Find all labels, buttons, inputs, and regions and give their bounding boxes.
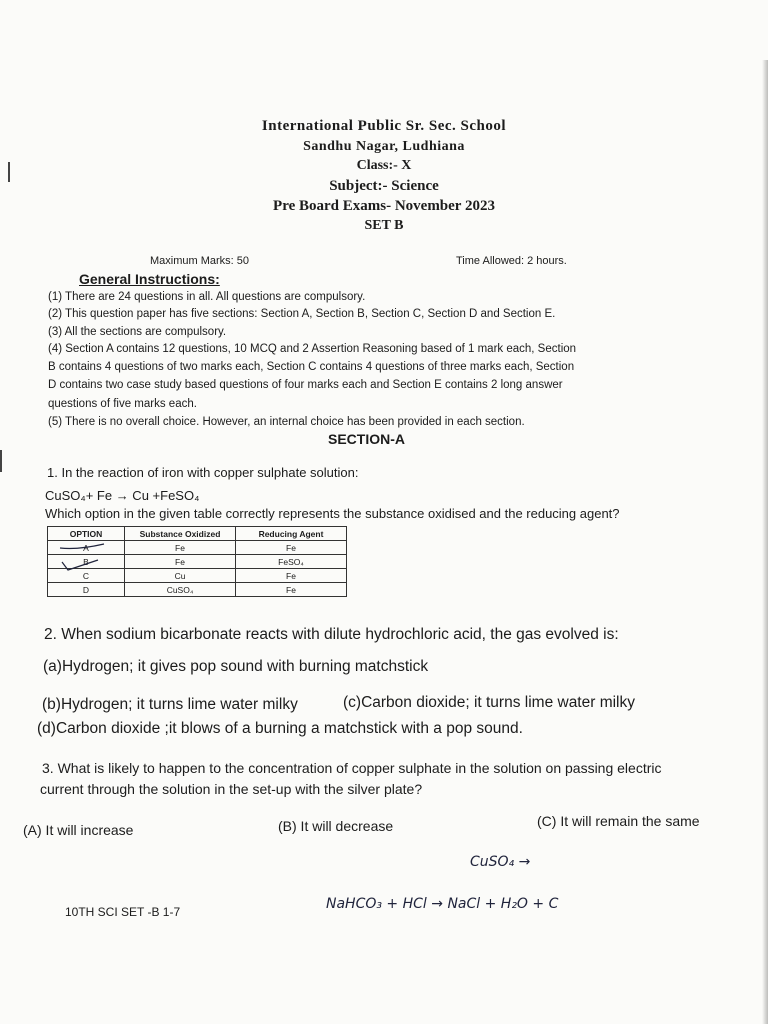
instruction-line: (5) There is no overall choice. However, an internal choice has been provided in each section. [48,416,525,428]
question-3-line-2: current through the solution in the set-up with the silver plate? [40,781,423,797]
question-1-text: 1. In the reaction of iron with copper sulphate solution: [47,465,359,480]
table-header: Reducing Agent [236,527,347,541]
time-allowed: Time Allowed: 2 hours. [456,255,567,267]
table-header: OPTION [48,527,125,541]
instructions-title: General Instructions: [79,271,220,287]
subject-line: Subject:- Science [329,178,439,194]
question-3-option-b: (B) It will decrease [278,818,394,834]
question-3-option-c: (C) It will remain the same [537,813,700,829]
school-name: International Public Sr. Sec. School [261,118,507,134]
question-3-line-1: 3. What is likely to happen to the concentration of copper sulphate in the solution on passing electric [42,760,662,776]
instruction-line: (4) Section A contains 12 questions, 10 MCQ and 2 Assertion Reasoning based of 1 mark each, Section [48,343,577,355]
table-cell: A [48,541,125,555]
set-line: SET B [364,218,404,233]
footer-page-label: 10TH SCI SET -B 1-7 [65,905,181,919]
question-2-option-d: (d)Carbon dioxide ;it blows of a burning a matchstick with a pop sound. [37,720,523,737]
instruction-line: (1) There are 24 questions in all. All questions are compulsory. [48,291,366,303]
table-row [48,583,347,597]
instruction-line: (2) This question paper has five sections: Section A, Section B, Section C, Section D and Section E. [48,308,556,320]
table-cell: B [48,555,125,569]
table-cell: Fe [125,541,236,555]
question-1-equation: CuSO₄+ Fe → Cu +FeSO₄ [45,488,200,503]
max-marks: Maximum Marks: 50 [150,255,250,267]
table-header-row [48,527,347,541]
table-cell: Fe [236,569,347,583]
question-2-option-c: (c)Carbon dioxide; it turns lime water milky [343,694,636,711]
instruction-line: D contains two case study based questions of four marks each and Section E contains 2 long answer [48,379,563,391]
instruction-line: B contains 4 questions of two marks each, Section C contains 4 questions of three marks each, Section [48,361,575,373]
school-address: Sandhu Nagar, Ludhiana [303,139,465,154]
margin-mark [0,450,2,472]
question-2-option-a: (a)Hydrogen; it gives pop sound with burning matchstick [43,658,429,675]
table-cell: CuSO₄ [125,583,236,597]
table-cell: C [48,569,125,583]
pen-tick-mark [58,542,108,572]
class-line: Class:- X [356,158,412,173]
table-cell: Cu [125,569,236,583]
exam-line: Pre Board Exams- November 2023 [273,198,495,214]
question-2-option-b: (b)Hydrogen; it turns lime water milky [42,696,298,713]
instruction-line: questions of five marks each. [48,398,197,410]
question-1-prompt: Which option in the given table correctly represents the substance oxidised and the reducing agent? [45,506,620,521]
question-3-option-a: (A) It will increase [23,822,134,838]
handwritten-note: CuSO₄ → [470,854,531,870]
instruction-line: (3) All the sections are compulsory. [48,326,227,338]
table-cell: FeSO₄ [236,555,347,569]
handwritten-equation: NaHCO₃ + HCl → NaCl + H₂O + C [326,896,559,912]
question-2-text: 2. When sodium bicarbonate reacts with dilute hydrochloric acid, the gas evolved is: [44,626,619,643]
table-cell: Fe [236,583,347,597]
table-cell: Fe [125,555,236,569]
table-cell: D [48,583,125,597]
table-cell: Fe [236,541,347,555]
table-header: Substance Oxidized [125,527,236,541]
section-title: SECTION-A [328,431,405,447]
